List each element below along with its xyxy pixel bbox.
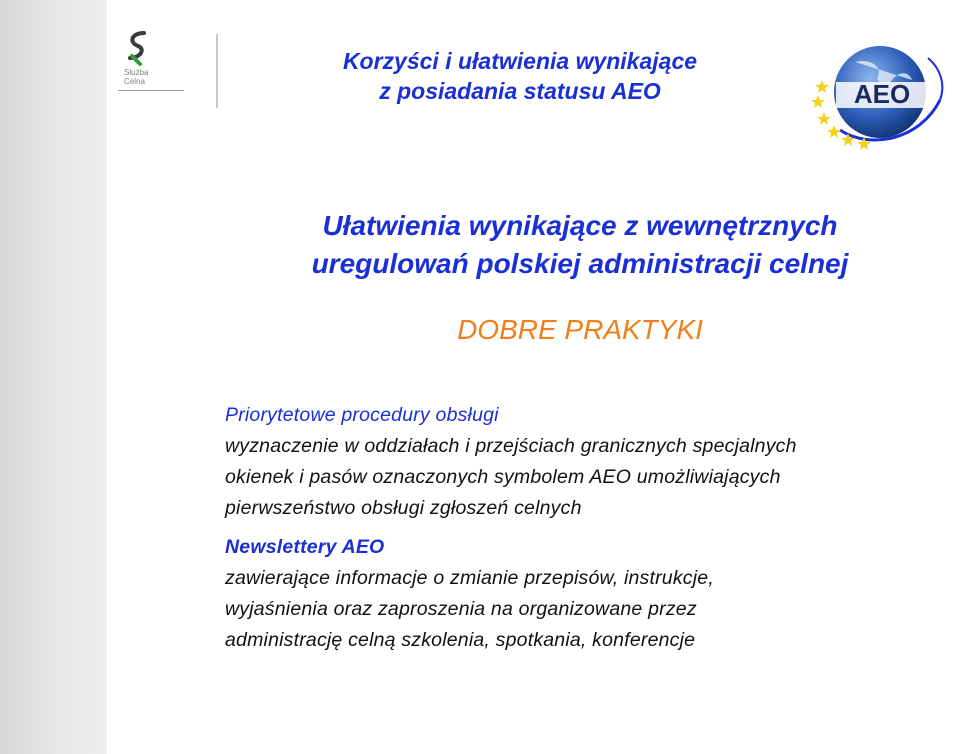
- aeo-logo-text: AEO: [853, 79, 911, 109]
- item-line: administrację celną szkolenia, spotkania, konferencje: [225, 629, 696, 651]
- header-title-line1: Korzyści i ułatwienia wynikające: [342, 48, 698, 74]
- item-line: wyjaśnienia oraz zaproszenia na organizowane przez: [225, 598, 697, 620]
- item-line: pierwszeństwo obsługi zgłoszeń celnych: [225, 497, 582, 519]
- item-title: Priorytetowe procedury obsługi: [225, 404, 499, 426]
- list-item: [225, 532, 945, 656]
- item-line: wyznaczenie w oddziałach i przejściach granicznych specjalnych: [225, 435, 797, 457]
- section-title-line2: uregulowań polskiej administracji celnej: [311, 248, 849, 279]
- logo-line2: Celna: [124, 77, 145, 86]
- content-list: [225, 400, 945, 656]
- logo-text: [124, 68, 148, 86]
- sluzba-celna-emblem-icon: [118, 30, 158, 66]
- item-title: Newslettery AEO: [225, 536, 385, 558]
- header-title: [260, 46, 780, 106]
- header-title-line2: z posiadania statusu AEO: [379, 78, 661, 104]
- side-bar: [0, 0, 107, 754]
- section-title-line1: Ułatwienia wynikające z wewnętrznych: [322, 210, 838, 241]
- item-gap: [225, 524, 945, 532]
- vertical-divider: [216, 34, 218, 108]
- aeo-logo: [800, 40, 950, 150]
- sluzba-celna-logo: [118, 30, 188, 100]
- list-item: [225, 400, 945, 524]
- section-subtitle: DOBRE PRAKTYKI: [457, 314, 703, 345]
- item-line: okienek i pasów oznaczonych symbolem AEO umożliwiających: [225, 466, 781, 488]
- section-title: [230, 207, 930, 283]
- logo-line1: Służba: [124, 68, 149, 77]
- item-line: zawierające informacje o zmianie przepisów, instrukcje,: [225, 567, 714, 589]
- logo-underline: [118, 90, 184, 91]
